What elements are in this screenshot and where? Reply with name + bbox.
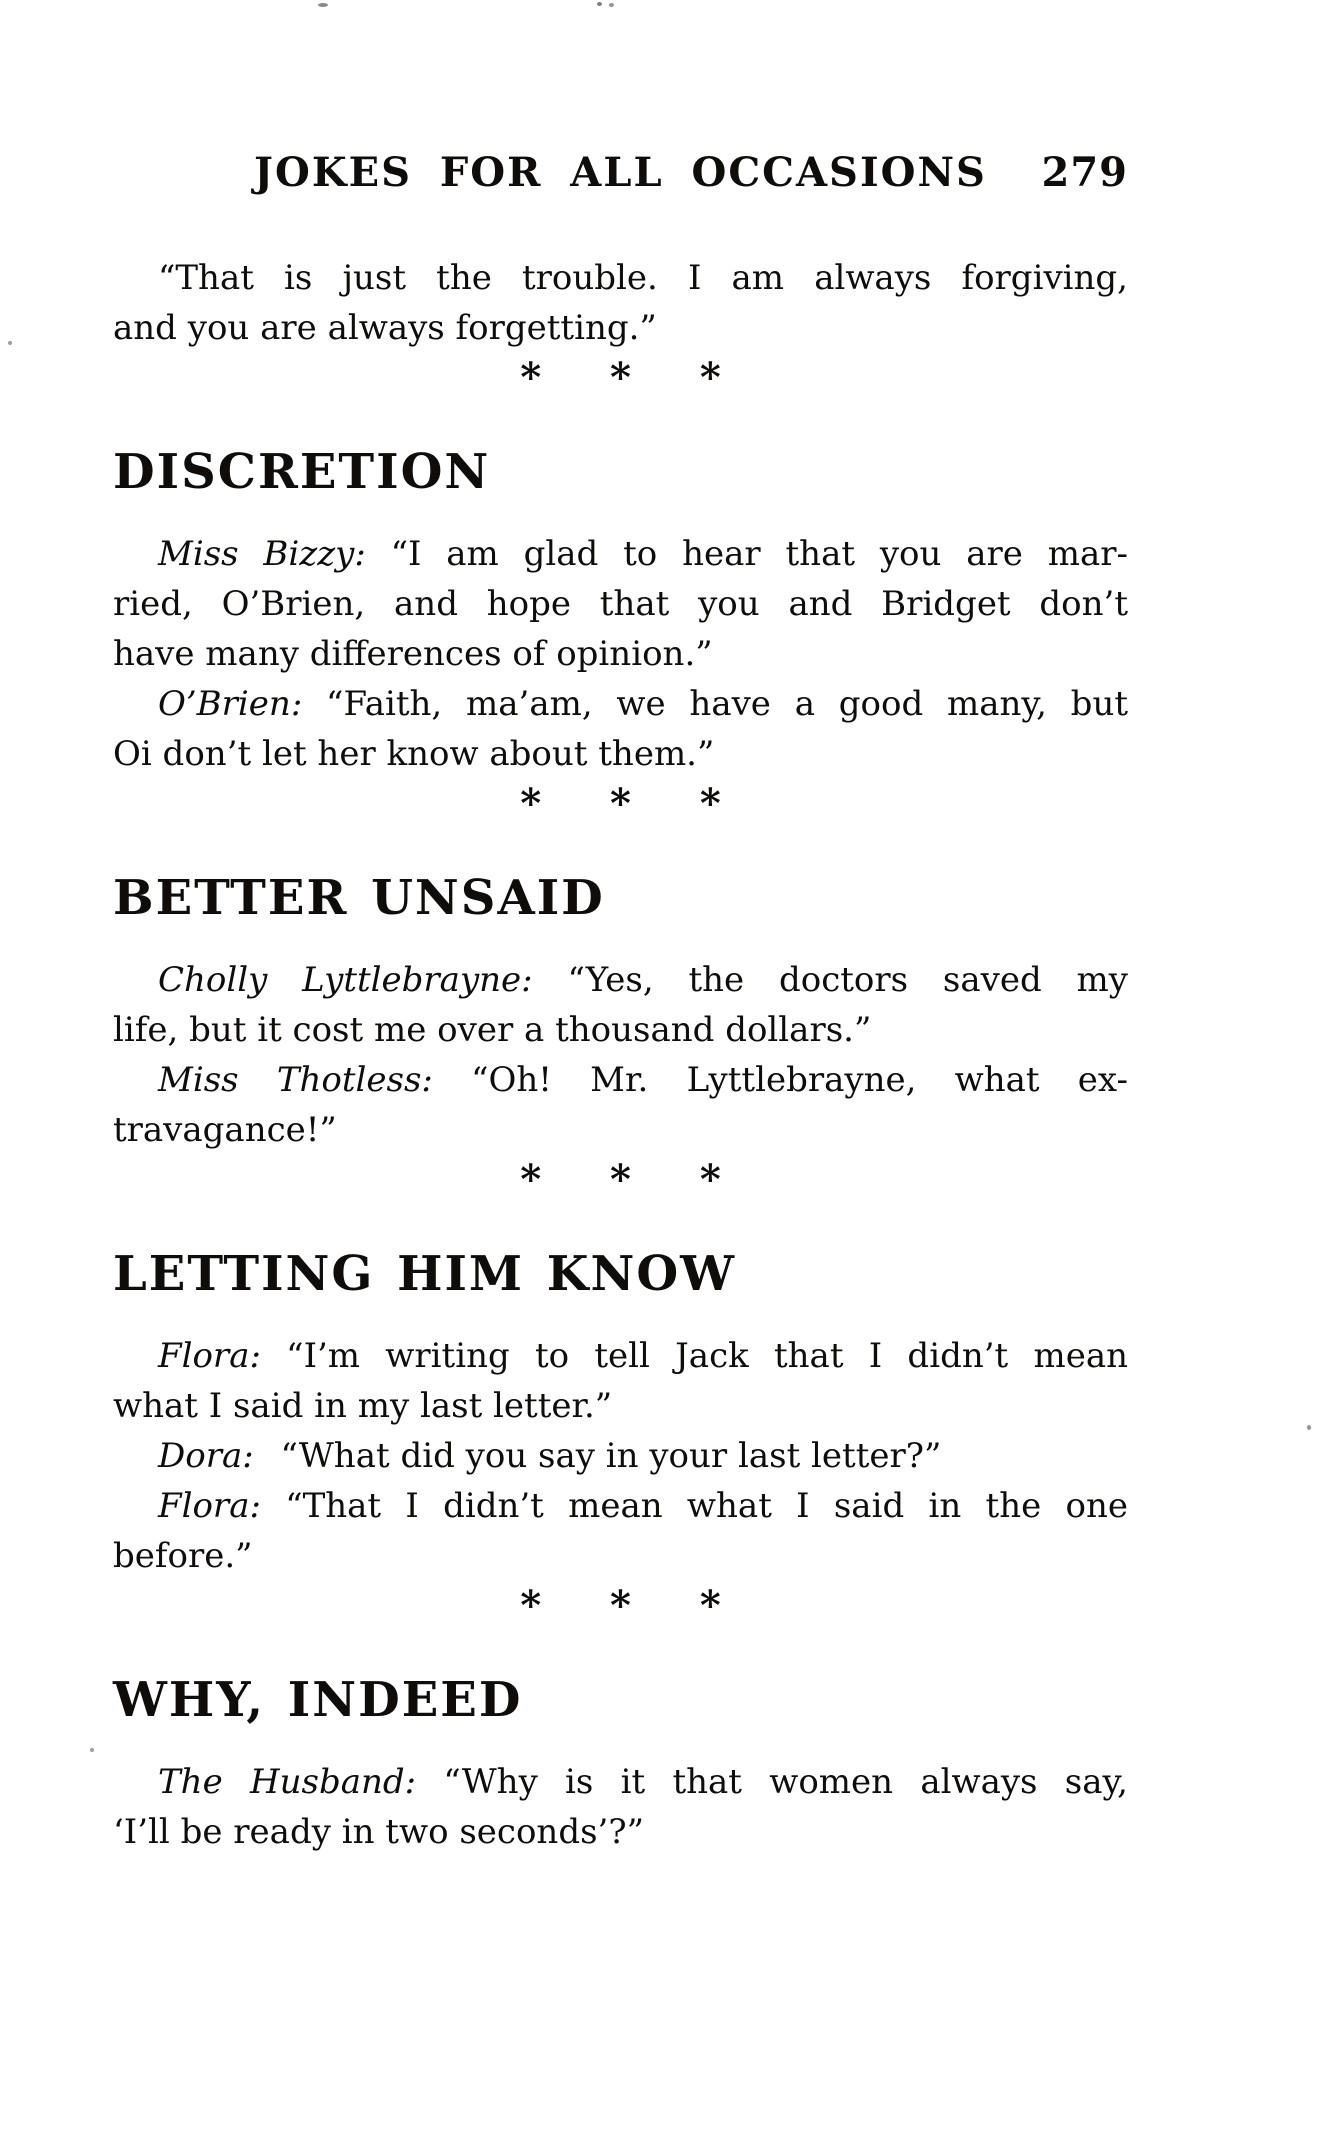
scan-speck — [90, 1748, 94, 1752]
speaker-name: The Husband: — [158, 1762, 417, 1802]
asterisk-separator: * * * — [520, 780, 721, 827]
page-content — [113, 253, 1128, 1857]
asterisk-separator: * * * — [520, 354, 721, 401]
speaker-name: Flora: — [158, 1486, 261, 1526]
asterisk-separator: * * * — [520, 1156, 721, 1203]
page-header — [113, 150, 1128, 196]
section-heading: BETTER UNSAID — [113, 870, 605, 926]
text-line: Miss Thotless: “Oh! Mr. Lyttlebrayne, what ex- — [158, 1060, 1128, 1100]
text-line: “That is just the trouble. I am always forgiving, — [158, 258, 1128, 298]
paragraph — [113, 529, 1128, 679]
text-line: ried, O’Brien, and hope that you and Bridget don’t — [113, 584, 1128, 624]
paragraph — [113, 1431, 1128, 1481]
text-line: Cholly Lyttlebrayne: “Yes, the doctors saved my — [158, 960, 1128, 1000]
speaker-name: Flora: — [158, 1336, 261, 1376]
text-line: Flora: “I’m writing to tell Jack that I didn’t mean — [158, 1336, 1128, 1376]
section-heading: DISCRETION — [113, 444, 491, 500]
paragraph — [113, 1481, 1128, 1581]
text-line: travagance!” — [113, 1110, 337, 1150]
paragraph — [113, 955, 1128, 1055]
speaker-name: Dora: — [158, 1436, 254, 1476]
text-line: have many differences of opinion.” — [113, 634, 713, 674]
text-line: Oi don’t let her know about them.” — [113, 734, 715, 774]
text-line: Flora: “That I didn’t mean what I said in the one — [158, 1486, 1128, 1526]
text-line: ‘I’ll be ready in two seconds’?” — [113, 1812, 644, 1852]
text-line: life, but it cost me over a thousand dollars.” — [113, 1010, 872, 1050]
paragraph — [113, 1055, 1128, 1155]
scan-speck — [318, 3, 328, 7]
running-title: JOKES FOR ALL OCCASIONS — [254, 149, 987, 196]
paragraph — [113, 679, 1128, 779]
scan-speck — [1307, 1425, 1311, 1430]
scan-speck — [597, 2, 602, 6]
scan-speck — [8, 341, 12, 345]
speaker-name: O’Brien: — [158, 684, 303, 724]
text-line: Dora: “What did you say in your last letter?” — [158, 1436, 942, 1476]
scan-speck — [609, 3, 614, 7]
text-line: O’Brien: “Faith, ma’am, we have a good many, but — [158, 684, 1128, 724]
text-line: Miss Bizzy: “I am glad to hear that you are mar- — [158, 534, 1128, 574]
text-line: and you are always forgetting.” — [113, 308, 657, 348]
paragraph — [113, 1757, 1128, 1857]
page-number: 279 — [1041, 149, 1128, 196]
speaker-name: Cholly Lyttlebrayne: — [158, 960, 533, 1000]
section-heading: LETTING HIM KNOW — [113, 1246, 737, 1302]
paragraph — [113, 253, 1128, 353]
speaker-name: Miss Thotless: — [158, 1060, 433, 1100]
paragraph — [113, 1331, 1128, 1431]
section-heading: WHY, INDEED — [113, 1672, 523, 1728]
text-line: before.” — [113, 1536, 253, 1576]
speaker-name: Miss Bizzy: — [158, 534, 366, 574]
asterisk-separator: * * * — [520, 1582, 721, 1629]
text-line: what I said in my last letter.” — [113, 1386, 613, 1426]
text-line: The Husband: “Why is it that women always say, — [158, 1762, 1128, 1802]
